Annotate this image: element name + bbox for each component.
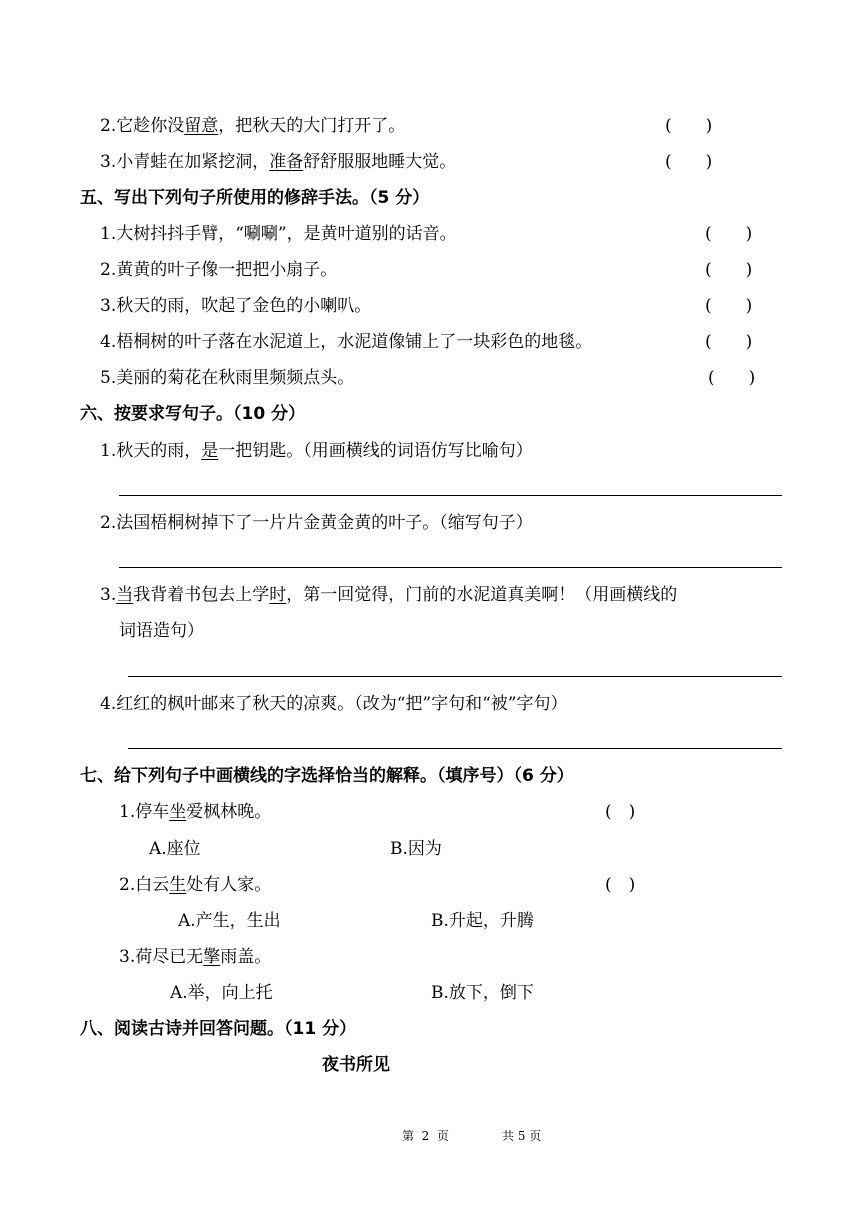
- s6-q3: 3.当我背着书包去上学时，第一回觉得，门前的水泥道真美啊！（用画横线的: [100, 585, 678, 605]
- underlined-word: 留意: [184, 116, 219, 136]
- s7-q2: 2.白云生处有人家。: [119, 875, 272, 895]
- s4-item-3: 3.小青蛙在加紧挖洞，准备舒舒服服地睡大觉。: [100, 152, 457, 172]
- answer-blank[interactable]: ( ): [705, 224, 753, 244]
- section-7-heading: 七、给下列句子中画横线的字选择恰当的解释。（填序号）（6 分）: [80, 766, 574, 786]
- s7-q1-option-a: A.座位: [149, 839, 201, 859]
- s6-q2: 2.法国梧桐树掉下了一片片金黄金黄的叶子。（缩写句子）: [100, 513, 533, 533]
- section-5-heading: 五、写出下列句子所使用的修辞手法。（5 分）: [80, 188, 430, 208]
- s6-q3-continuation: 词语造句）: [119, 621, 204, 641]
- s7-q1: 1.停车坐爱枫林晚。: [119, 802, 272, 822]
- s5-item-3: 3.秋天的雨，吹起了金色的小喇叭。: [100, 296, 372, 316]
- answer-blank[interactable]: ( ): [605, 802, 636, 822]
- underlined-word: 时: [269, 585, 287, 605]
- s5-item-4: 4.梧桐树的叶子落在水泥道上，水泥道像铺上了一块彩色的地毯。: [100, 332, 593, 352]
- s7-q2-option-b: B.升起，升腾: [431, 911, 534, 931]
- answer-blank[interactable]: ( ): [665, 116, 713, 136]
- underlined-word: 准备: [269, 152, 304, 172]
- page-total: 共 5 页: [502, 1129, 542, 1143]
- underlined-char: 坐: [169, 802, 187, 822]
- answer-blank[interactable]: ( ): [605, 875, 636, 895]
- underlined-char: 生: [169, 875, 187, 895]
- s6-q1: 1.秋天的雨，是一把钥匙。（用画横线的词语仿写比喻句）: [100, 441, 533, 461]
- answer-line[interactable]: [119, 567, 782, 568]
- section-8-heading: 八、阅读古诗并回答问题。（11 分）: [80, 1019, 357, 1039]
- s7-q1-option-b: B.因为: [390, 839, 442, 859]
- s7-q2-option-a: A.产生，生出: [178, 911, 281, 931]
- s7-q3-option-a: A.举，向上托: [170, 983, 273, 1003]
- answer-blank[interactable]: ( ): [705, 296, 753, 316]
- answer-line[interactable]: [128, 748, 782, 749]
- s5-item-2: 2.黄黄的叶子像一把把小扇子。: [100, 260, 338, 280]
- s4-item-2: 2.它趁你没留意，把秋天的大门打开了。: [100, 116, 406, 136]
- underlined-word: 当: [116, 585, 134, 605]
- answer-line[interactable]: [119, 495, 782, 496]
- answer-line[interactable]: [128, 676, 782, 677]
- underlined-word: 是: [201, 441, 219, 461]
- answer-blank[interactable]: ( ): [665, 152, 713, 172]
- underlined-char: 擎: [203, 947, 221, 967]
- answer-blank[interactable]: ( ): [708, 368, 756, 388]
- answer-blank[interactable]: ( ): [705, 260, 753, 280]
- s7-q3: 3.荷尽已无擎雨盖。: [119, 947, 272, 967]
- s7-q3-option-b: B.放下，倒下: [431, 983, 534, 1003]
- poem-title: 夜书所见: [322, 1055, 390, 1075]
- page-number: 第 2 页: [402, 1129, 449, 1143]
- s5-item-5: 5.美丽的菊花在秋雨里频频点头。: [100, 368, 355, 388]
- section-6-heading: 六、按要求写句子。（10 分）: [80, 404, 306, 424]
- s6-q4: 4.红红的枫叶邮来了秋天的凉爽。（改为“把”字句和“被”字句）: [100, 694, 568, 714]
- s5-item-1: 1.大树抖抖手臂，“唰唰”，是黄叶道别的话音。: [100, 224, 457, 244]
- answer-blank[interactable]: ( ): [705, 332, 753, 352]
